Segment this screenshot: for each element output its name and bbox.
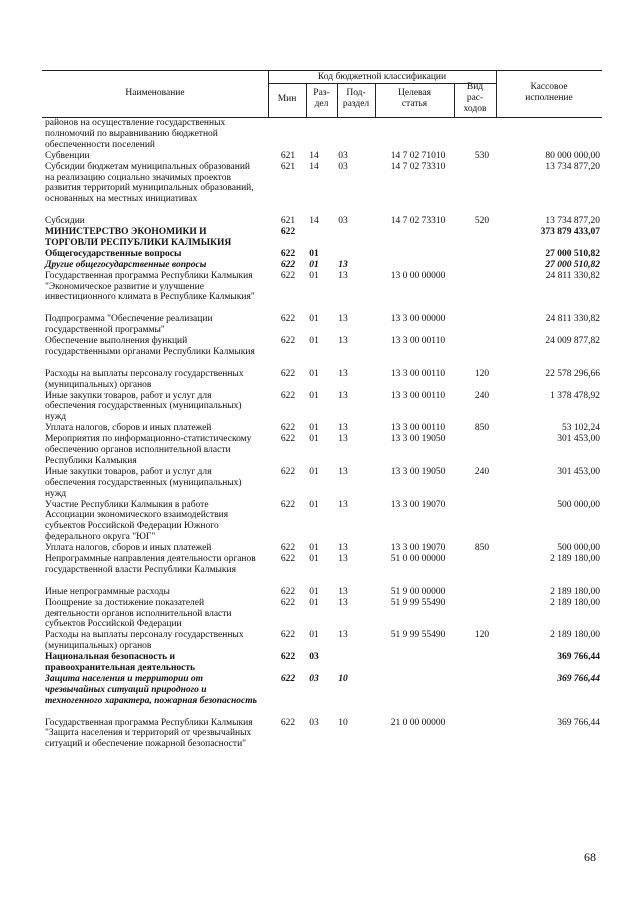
table-row <box>45 391 605 424</box>
row-amount: 2 189 180,00 <box>550 554 600 564</box>
table-row <box>45 216 605 227</box>
row-amount: 13 734 877,20 <box>545 161 600 172</box>
row-podrazdel: 13 <box>338 336 348 346</box>
row-name: Другие общегосударственные вопросы <box>45 259 207 270</box>
row-amount: 301 453,00 <box>557 466 600 477</box>
row-celevaya-statya: 51 9 00 00000 <box>390 586 446 597</box>
page-number: 68 <box>584 850 596 864</box>
row-razdel: 01 <box>309 597 319 608</box>
row-name: Национальная безопасность и правоохранительная деятельность <box>45 652 196 673</box>
row-amount: 373 879 433,07 <box>540 227 600 237</box>
row-razdel: 01 <box>309 270 319 281</box>
row-razdel: 01 <box>309 499 319 510</box>
row-amount: 369 766,44 <box>557 673 600 684</box>
row-razdel: 01 <box>309 434 319 445</box>
row-razdel: 01 <box>309 543 319 554</box>
row-min: 622 <box>280 248 296 259</box>
row-razdel: 01 <box>309 368 319 379</box>
row-razdel: 03 <box>309 717 319 728</box>
row-vid-rashodov: 520 <box>474 216 490 227</box>
row-razdel: 03 <box>309 673 319 684</box>
table-row <box>45 434 605 467</box>
row-name: Мероприятия по информационно-статистическому обеспечению органов исполнительной власти Республики Калмыкия <box>45 434 252 466</box>
row-name: Защита населения и территории от чрезвычайных ситуаций природного и техногенного характера, пожарная безопасность <box>45 673 257 706</box>
row-name: Общегосударственные вопросы <box>45 248 182 259</box>
row-celevaya-statya: 51 0 00 00000 <box>390 554 446 564</box>
row-name: Субсидии <box>45 216 85 227</box>
table-row <box>45 151 605 162</box>
row-amount: 301 453,00 <box>557 434 600 445</box>
table-row <box>45 227 605 249</box>
row-min: 622 <box>280 652 296 663</box>
row-podrazdel: 13 <box>338 390 348 401</box>
header-code-group: Код бюджетной классификации <box>317 72 447 82</box>
row-vid-rashodov: 240 <box>474 466 490 477</box>
table-row <box>45 162 605 217</box>
table-header <box>42 70 602 118</box>
header-podrazdel: Под- раздел <box>342 88 370 109</box>
row-vid-rashodov: 240 <box>474 390 490 401</box>
row-celevaya-statya: 13 3 00 00110 <box>390 390 446 401</box>
table-row <box>45 249 605 260</box>
row-celevaya-statya: 13 0 00 00000 <box>390 270 446 281</box>
row-podrazdel: 13 <box>338 314 348 325</box>
row-min: 622 <box>280 368 296 379</box>
row-min: 622 <box>280 630 296 641</box>
row-celevaya-statya: 13 3 00 00110 <box>390 368 446 379</box>
row-razdel: 01 <box>309 336 319 346</box>
row-amount: 2 189 180,00 <box>550 597 600 608</box>
row-razdel: 03 <box>309 652 319 663</box>
row-name: Расходы на выплаты персоналу государственных (муниципальных) органов <box>45 368 244 390</box>
row-name: Уплата налогов, сборов и иных платежей <box>45 423 212 434</box>
table-row <box>45 554 605 587</box>
row-name: Иные закупки товаров, работ и услуг для обеспечения государственных (муниципальных) нужд <box>45 390 242 423</box>
row-min: 622 <box>280 717 296 728</box>
row-podrazdel: 13 <box>338 434 348 445</box>
row-celevaya-statya: 14 7 02 71010 <box>390 150 446 161</box>
row-razdel: 01 <box>309 554 319 564</box>
header-vid: Вид рас- ходов <box>463 82 487 114</box>
row-min: 622 <box>280 434 296 445</box>
row-podrazdel: 13 <box>338 368 348 379</box>
table-row <box>45 718 605 762</box>
row-razdel: 01 <box>309 630 319 641</box>
header-celevaya: Целевая статья <box>398 88 431 109</box>
row-amount: 369 766,44 <box>557 717 600 728</box>
row-min: 622 <box>280 597 296 608</box>
row-name: Государственная программа Республики Калмыкия "Экономическое развитие и улучшение инвестиционного климата в Республике Калмыкия" <box>45 270 255 303</box>
table-row <box>45 314 605 336</box>
row-razdel: 01 <box>309 259 319 270</box>
row-amount: 27 000 510,82 <box>545 259 600 270</box>
row-podrazdel: 03 <box>338 150 348 161</box>
row-name: Непрограммные направления деятельности органов государственной власти Республики Калмыкия <box>45 554 256 575</box>
row-razdel: 01 <box>309 423 319 434</box>
row-min: 621 <box>280 161 296 172</box>
row-podrazdel: 13 <box>338 597 348 608</box>
table-row <box>45 260 605 271</box>
row-razdel: 01 <box>309 248 319 259</box>
row-name: Субсидии бюджетам муниципальных образований на реализацию социально значимых проектов развития территорий муниципальных образований, основанных на местных инициативах <box>45 161 254 205</box>
row-amount: 1 378 478,92 <box>550 390 600 401</box>
row-razdel: 14 <box>309 161 319 172</box>
table-row <box>45 587 605 598</box>
row-min: 622 <box>280 673 296 684</box>
row-podrazdel: 13 <box>338 630 348 641</box>
table-row <box>45 423 605 434</box>
row-podrazdel: 13 <box>338 554 348 564</box>
row-podrazdel: 03 <box>338 216 348 227</box>
row-name: Иные закупки товаров, работ и услуг для обеспечения государственных (муниципальных) нужд <box>45 466 242 499</box>
row-name: Иные непрограммные расходы <box>45 586 170 597</box>
row-celevaya-statya: 13 3 00 00110 <box>390 423 446 434</box>
row-amount: 13 734 877,20 <box>545 216 600 227</box>
table-row <box>45 598 605 631</box>
row-vid-rashodov: 850 <box>474 543 490 554</box>
row-min: 622 <box>280 466 296 477</box>
row-min: 622 <box>280 499 296 510</box>
row-celevaya-statya: 13 3 00 19070 <box>390 499 446 510</box>
row-name: Поощрение за достижение показателей деятельности органов исполнительной власти субъектов Российской Федерации <box>45 597 232 630</box>
row-celevaya-statya: 51 9 99 55490 <box>390 630 446 641</box>
row-podrazdel: 03 <box>338 161 348 172</box>
row-amount: 369 766,44 <box>557 652 600 663</box>
row-min: 622 <box>280 554 296 564</box>
row-razdel: 01 <box>309 586 319 597</box>
row-celevaya-statya: 13 3 00 19050 <box>390 434 446 445</box>
row-podrazdel: 13 <box>338 270 348 281</box>
row-name: МИНИСТЕРСТВО ЭКОНОМИКИ И ТОРГОВЛИ РЕСПУБЛИКИ КАЛМЫКИЯ <box>45 227 232 248</box>
header-min: Мин <box>277 94 297 104</box>
row-name: Уплата налогов, сборов и иных платежей <box>45 543 212 554</box>
row-min: 622 <box>280 586 296 597</box>
row-celevaya-statya: 13 3 00 19070 <box>390 543 446 554</box>
row-celevaya-statya: 14 7 02 73310 <box>390 216 446 227</box>
table-row <box>45 271 605 315</box>
table-row <box>45 467 605 500</box>
row-name: Субвенции <box>45 150 90 161</box>
row-celevaya-statya: 21 0 00 00000 <box>390 717 446 728</box>
row-amount: 2 189 180,00 <box>550 586 600 597</box>
row-amount: 24 009 877,82 <box>545 336 600 346</box>
row-amount: 2 189 180,00 <box>550 630 600 641</box>
row-min: 622 <box>280 314 296 325</box>
row-vid-rashodov: 850 <box>474 423 490 434</box>
row-amount: 53 102,24 <box>562 423 600 434</box>
row-amount: 24 811 330,82 <box>545 270 600 281</box>
row-celevaya-statya: 13 3 00 19050 <box>390 466 446 477</box>
row-name: Государственная программа Республики Калмыкия "Защита населения и территорий от чрезвычайных ситуаций и обеспечение пожарной безопасности" <box>45 717 253 750</box>
row-min: 621 <box>280 216 296 227</box>
row-celevaya-statya: 13 3 00 00110 <box>390 336 446 346</box>
row-podrazdel: 13 <box>338 259 348 270</box>
table-row <box>45 336 605 369</box>
row-razdel: 01 <box>309 314 319 325</box>
row-name: Расходы на выплаты персоналу государственных (муниципальных) органов <box>45 630 244 652</box>
row-min: 622 <box>280 227 296 237</box>
row-min: 622 <box>280 270 296 281</box>
row-celevaya-statya: 13 3 00 00000 <box>390 314 446 325</box>
table-row <box>45 500 605 544</box>
row-amount: 24 811 330,82 <box>545 314 600 325</box>
table-row <box>45 369 605 391</box>
row-min: 622 <box>280 423 296 434</box>
row-celevaya-statya: 14 7 02 73310 <box>390 161 446 172</box>
row-podrazdel: 10 <box>338 717 348 728</box>
row-vid-rashodov: 120 <box>474 368 490 379</box>
row-amount: 500 000,00 <box>557 543 600 554</box>
table-row <box>45 543 605 554</box>
row-podrazdel: 13 <box>338 499 348 510</box>
row-vid-rashodov: 120 <box>474 630 490 641</box>
row-amount: 22 578 296,66 <box>545 368 600 379</box>
row-razdel: 01 <box>309 390 319 401</box>
row-min: 622 <box>280 390 296 401</box>
table-row <box>45 118 605 151</box>
row-podrazdel: 13 <box>338 586 348 597</box>
row-min: 622 <box>280 336 296 346</box>
row-podrazdel: 13 <box>338 543 348 554</box>
row-podrazdel: 13 <box>338 423 348 434</box>
header-name: Наименование <box>125 88 185 98</box>
row-podrazdel: 13 <box>338 466 348 477</box>
header-razdel: Раз- дел <box>313 88 330 109</box>
row-celevaya-statya: 51 9 99 55490 <box>390 597 446 608</box>
row-amount: 27 000 510,82 <box>545 248 600 259</box>
row-amount: 500 000,00 <box>557 499 600 510</box>
row-amount: 80 000 000,00 <box>545 150 600 161</box>
table-row <box>45 652 605 674</box>
table-row <box>45 674 605 718</box>
row-name: Обеспечение выполнения функций государственными органами Республики Калмыкия <box>45 336 255 357</box>
row-name: Участие Республики Калмыкия в работе Ассоциации экономического взаимодействия субъектов Российской Федерации Южного федерального округа "ЮГ" <box>45 499 229 543</box>
table-row <box>45 630 605 652</box>
row-vid-rashodov: 530 <box>474 150 490 161</box>
row-min: 621 <box>280 150 296 161</box>
row-razdel: 01 <box>309 466 319 477</box>
header-kassovoe: Кассовое исполнение <box>525 82 573 103</box>
row-podrazdel: 10 <box>338 673 348 684</box>
row-razdel: 14 <box>309 216 319 227</box>
row-razdel: 14 <box>309 150 319 161</box>
row-name: Подпрограмма "Обеспечение реализации государственной программы" <box>45 314 213 336</box>
row-name: районов на осуществление государственных полномочий по выравниванию бюджетной обеспеченности поселений <box>45 118 226 150</box>
row-min: 622 <box>280 259 296 270</box>
row-min: 622 <box>280 543 296 554</box>
